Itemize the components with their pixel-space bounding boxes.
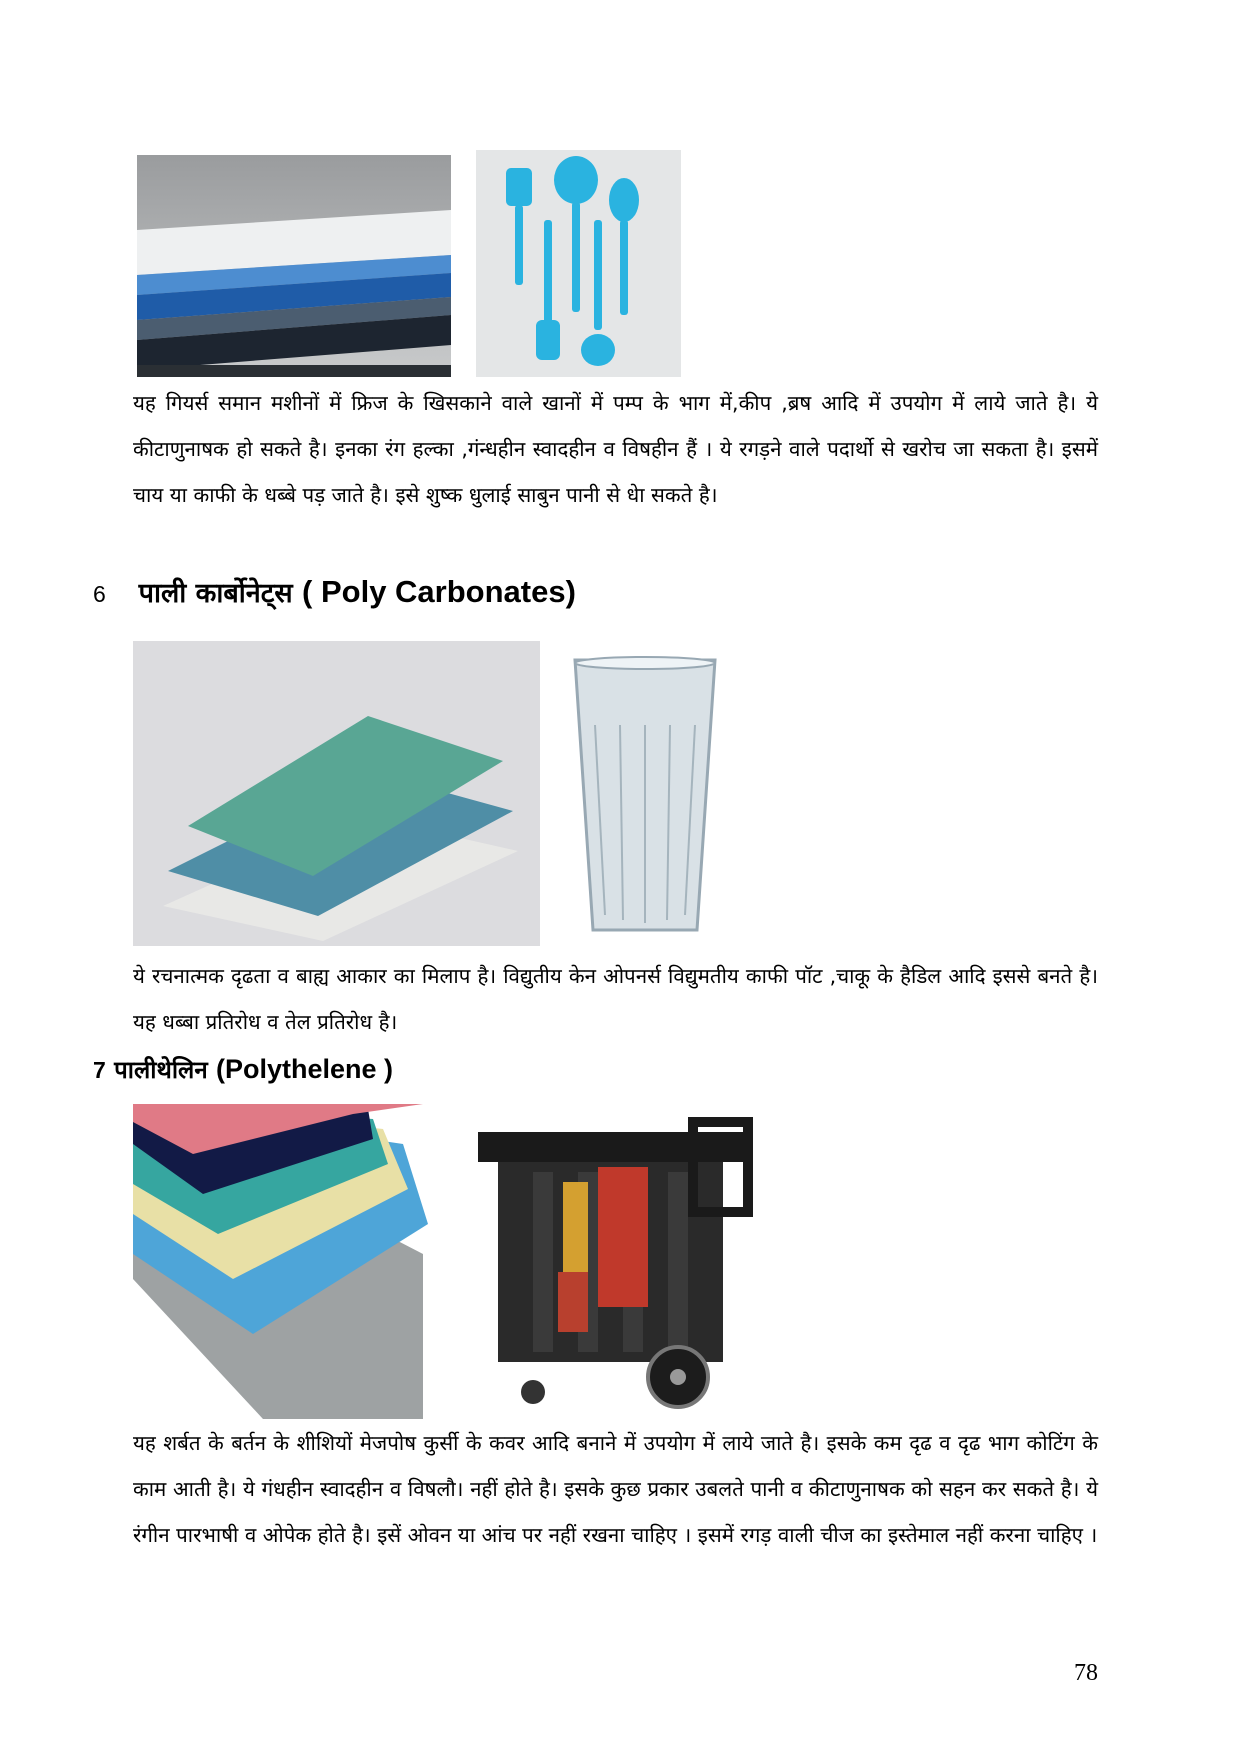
section-7-heading	[93, 1053, 393, 1086]
blue-kitchen-utensils-photo	[476, 150, 681, 377]
section-title-hindi: पालीथेलिन	[114, 1056, 208, 1084]
page-number: 78	[1074, 1660, 1098, 1686]
section-title-english: (Polythelene )	[216, 1054, 394, 1084]
section-7-paragraph: यह शर्बत के बर्तन के शीशियों मेजपोष कुर्सी के कवर आदि बनाने में उपयोग में लाये जाते है। इसके कम दृढ व दृढ भाग कोटिंग के काम आती है। ये गंधहीन स्वादहीन व विषलौ। नहीं होते है। इसके कुछ प्रकार उबलते पानी व कीटाणुनाषक को सहन कर सकते है। ये रंगीन पारभाषी व ओपेक होते है। इसें ओवन या आंच पर नहीं रखना चाहिए । इसमें रगड़ वाली चीज का इस्तेमाल नहीं करना चाहिए ।	[133, 1431, 1098, 1547]
plastic-sheets-stack-photo	[137, 155, 451, 377]
polythene-colored-sheets-photo	[133, 1104, 451, 1419]
section-6-paragraph: ये रचनात्मक दृढता व बाह्य आकार का मिलाप है। विद्युतीय केन ओपनर्स विद्युमतीय काफी पॉट ,चाकू के हैडिल आदि इससे बनते है। यह धब्बा प्रतिरोध व तेल प्रतिरोध है।	[133, 964, 1098, 1034]
section-number: 6	[93, 581, 106, 607]
section-title-english: ( Poly Carbonates)	[302, 574, 576, 609]
polycarbonate-tumbler-photo	[565, 655, 725, 940]
intro-paragraph: यह गियर्स समान मशीनों में फ्रिज के खिसकाने वाले खानों में पम्प के भाग में,कीप ,ब्रष आदि में उपयोग में लाये जाते है। ये कीटाणुनाषक हो सकते है। इनका रंग हल्का ,गंन्धहीन स्वादहीन व विषहीन हैं । ये रगड़ने वाले पदार्थो से खरोच जा सकता है। इसमें चाय या काफी के धब्बे पड़ जाते है। इसे शुष्क धुलाई साबुन पानी से धेा सकते है।	[133, 391, 1098, 507]
polycarbonate-sheets-photo	[133, 641, 540, 946]
section-number: 7	[93, 1057, 106, 1083]
section-6-heading	[93, 573, 576, 610]
section-title-hindi: पाली कार्बोनेट्स	[138, 578, 293, 609]
dish-dolly-cart-photo	[478, 1112, 761, 1414]
